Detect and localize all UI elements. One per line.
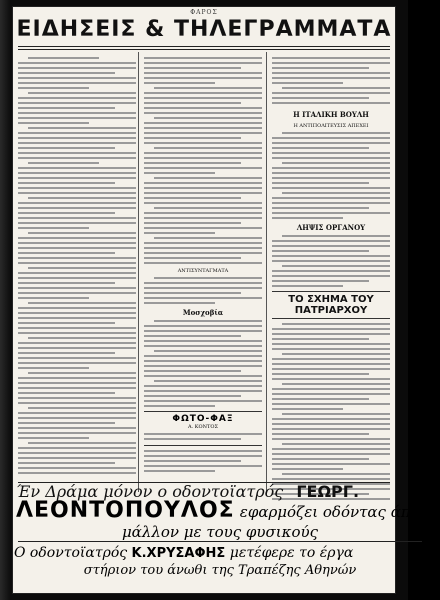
second-dentist-suffix: μετέφερε το έργα	[229, 545, 354, 561]
photo-ad-title: ΦΩΤΟ-ΦΑΞ	[172, 414, 234, 424]
right-top-subtitle: Η ΑΝΤΙΠΟΛΙΤΕΥΣΙΣ ΑΠΕΧΕΙ	[293, 123, 369, 129]
middle-column	[144, 54, 262, 490]
column-divider	[266, 52, 267, 492]
middle-heading: Μοσχοβία	[182, 308, 224, 317]
second-dentist-prefix: Ο οδοντοϊατρός	[14, 545, 128, 561]
ad-separator	[18, 541, 422, 542]
second-dentist-ad-line-1	[14, 545, 432, 561]
second-dentist-ad-line-2: στήριον του άνωθι της Τραπέζης Αθηνών	[83, 563, 357, 578]
photo-studio-ad	[144, 411, 262, 446]
middle-sub-heading: ΑΝΤΙΣΥΝΤΑΓΜΑΤΑ	[177, 268, 229, 274]
running-head: ΦΑΡΟΣ	[190, 9, 218, 16]
left-column	[18, 54, 136, 490]
second-dentist-name: Κ.ΧΡΥΣΑΦΗΣ	[131, 546, 226, 561]
dentist-ad-line-2	[16, 498, 440, 523]
masthead-rule	[18, 46, 390, 47]
column-divider	[138, 52, 139, 492]
right-top-title: Η ΙΤΑΛΙΚΗ ΒΟΥΛΗ	[293, 110, 369, 119]
dentist-first-name: ΓΕΩΡΓ.	[296, 482, 360, 501]
book-spine-edge	[0, 0, 10, 600]
patriarch-title: ΤΟ ΣΧΗΜΑ ΤΟΥ ΠΑΤΡΙΑΡΧΟΥ	[288, 294, 374, 316]
right-column	[272, 54, 390, 490]
dentist-ad-text: Έν Δράμα μόνον ο οδοντοϊατρός	[16, 482, 284, 501]
dentist-ad-claim: εφαρμόζει οδόντας άπαρα	[239, 503, 440, 521]
dentist-ad-line-3: μάλλον με τους φυσικούς	[121, 523, 319, 541]
masthead-rule-2	[18, 49, 390, 50]
patriarch-article-box	[272, 291, 390, 319]
dentist-surname: ΛΕΟΝΤΟΠΟΥΛΟΣ	[16, 498, 235, 523]
section-masthead: ΕΙΔΗΣΕΙΣ & ΤΗΛΕΓΡΑΜΜΑΤΑ	[16, 17, 392, 42]
photo-ad-subtitle: Α. ΚΟΝΤΟΣ	[188, 424, 218, 430]
right-mid-heading: ΛΗΨΙΣ ΟΡΓΑΝΟΥ	[296, 223, 366, 232]
